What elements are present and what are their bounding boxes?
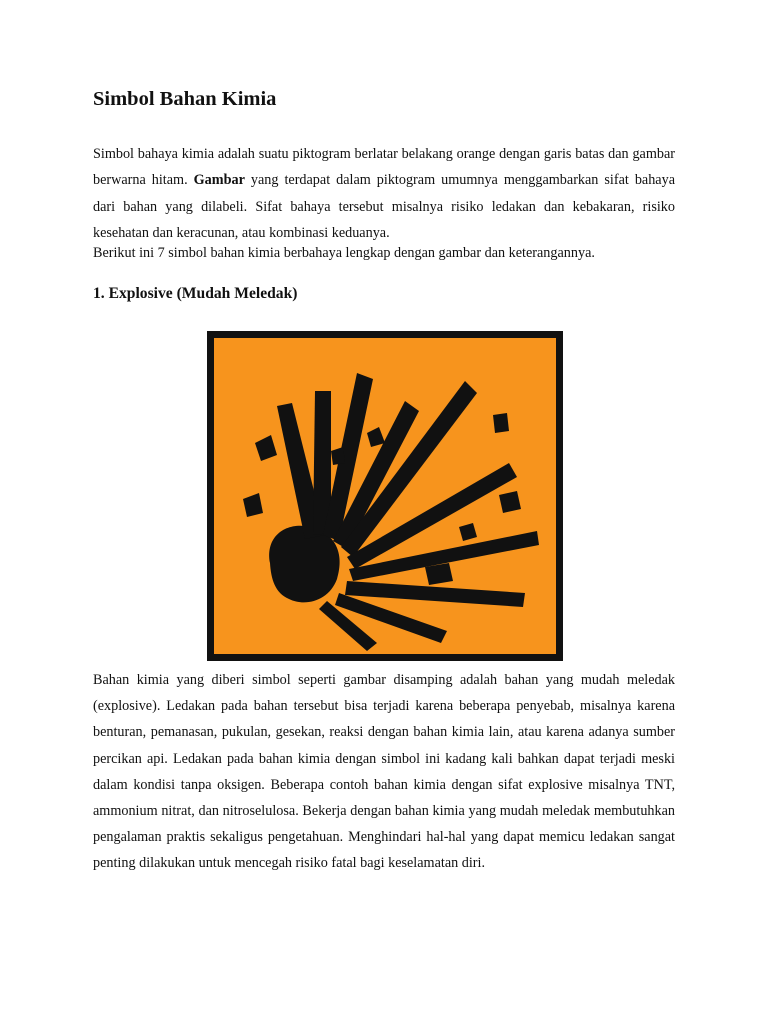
intro-list-line: Berikut ini 7 simbol bahan kimia berbahaya lengkap dengan gambar dan keterangannya. [93, 245, 595, 261]
page-title: Simbol Bahan Kimia [93, 88, 277, 110]
intro-text-part2: yang terdapat dalam piktogram umumnya menggambarkan sifat bahaya dari bahan yang dilabeli. Sifat bahaya tersebut misalnya risiko ledakan dan kebakaran, risiko kesehatan dan keracunan, atau kombinasi keduanya. [93, 172, 675, 241]
intro-paragraph [93, 141, 675, 246]
intro-bold-word: Gambar [193, 172, 245, 189]
explosive-hazard-icon [207, 331, 563, 661]
explosive-hazard-image [207, 331, 563, 661]
section-heading-explosive: 1. Explosive (Mudah Meledak) [93, 285, 298, 302]
explosive-description: Bahan kimia yang diberi simbol seperti gambar disamping adalah bahan yang mudah meledak (explosive). Ledakan pada bahan tersebut bisa terjadi karena beberapa penyebab, misalnya karena benturan, pemanasan, pukulan, gesekan, reaksi dengan bahan kimia lain, atau karena adanya sumber percikan api. Ledakan pada bahan kimia dengan simbol ini kadang kali bahkan dapat terjadi meski dalam kondisi tanpa oksigen. Beberapa contoh bahan kimia dengan sifat explosive misalnya TNT, ammonium nitrat, dan nitroselulosa. Bekerja dengan bahan kimia yang mudah meledak membutuhkan pengalaman praktis sekaligus pengetahuan. Menghindari hal-hal yang dapat memicu ledakan sangat penting dilakukan untuk mencegah risiko fatal bagi keselamatan diri. [93, 672, 675, 872]
intro-text-part1: Simbol bahaya kimia adalah suatu piktogram berlatar belakang orange dengan garis batas dan gambar berwarna hitam. [93, 146, 675, 189]
